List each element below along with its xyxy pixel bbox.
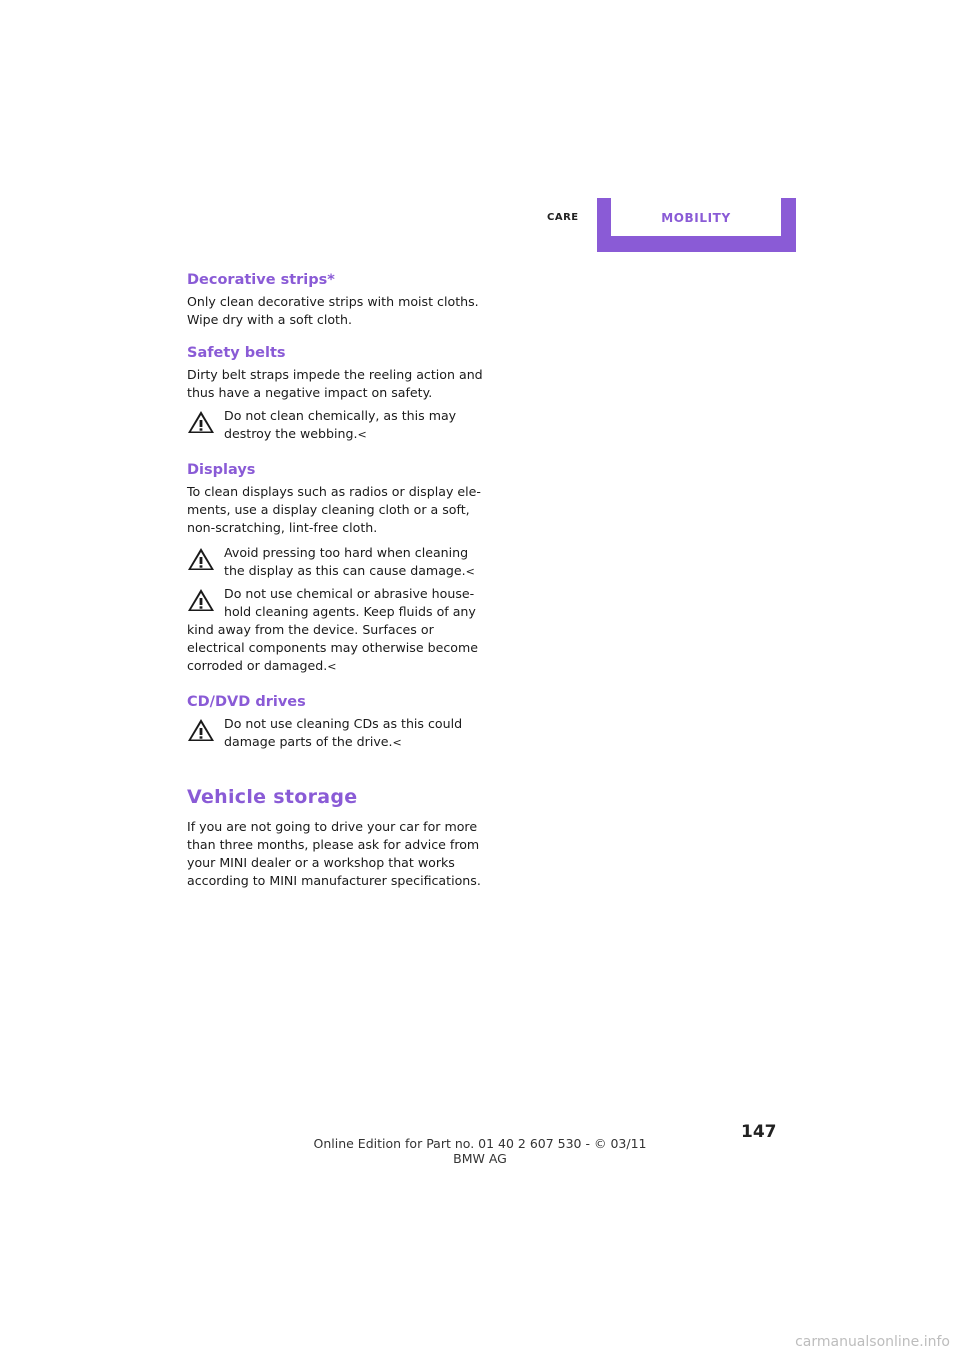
cd-dvd-warning bbox=[187, 715, 483, 752]
watermark: carmanualsonline.info bbox=[795, 1334, 950, 1350]
warning-triangle-icon bbox=[187, 588, 215, 612]
end-mark: < bbox=[392, 736, 402, 749]
chapter-tab-label: MOBILITY bbox=[661, 211, 731, 225]
displays-heading: Displays bbox=[187, 462, 256, 478]
section-vehicle-storage bbox=[187, 786, 483, 890]
chapter-tab-inner bbox=[611, 198, 781, 236]
displays-warning-1-text: Avoid pressing too hard when cleaning the display as this can cause damage. bbox=[224, 545, 469, 578]
safety-belts-warning-text: Do not clean chemically, as this may destroy the webbing. bbox=[224, 408, 457, 441]
safety-belts-warning bbox=[187, 407, 483, 444]
warning-triangle-icon bbox=[187, 410, 215, 434]
safety-belts-heading: Safety belts bbox=[187, 345, 286, 361]
section-decorative-strips bbox=[187, 272, 483, 329]
chapter-tab bbox=[597, 198, 796, 252]
warning-triangle-icon bbox=[187, 718, 215, 742]
decorative-strips-text: Only clean decorative strips with moist cloths. Wipe dry with a soft cloth. bbox=[187, 294, 479, 327]
cd-dvd-warning-text: Do not use cleaning CDs as this could damage parts of the drive. bbox=[224, 716, 463, 749]
displays-text: To clean displays such as radios or display ele-ments, use a display cleaning cloth or a soft, non-scratching, lint-free cloth. bbox=[187, 484, 481, 535]
cd-dvd-heading: CD/DVD drives bbox=[187, 694, 306, 710]
displays-warning-2 bbox=[187, 585, 483, 676]
vehicle-storage-heading: Vehicle storage bbox=[187, 786, 358, 808]
warning-triangle-icon bbox=[187, 547, 215, 571]
vehicle-storage-text: If you are not going to drive your car for more than three months, please ask for advice from your MINI dealer or a workshop that works according to MINI manufacturer specifications. bbox=[187, 819, 481, 888]
section-displays bbox=[187, 462, 483, 676]
end-mark: < bbox=[465, 565, 475, 578]
displays-warning-1 bbox=[187, 544, 483, 581]
page-content bbox=[187, 272, 483, 906]
footer-edition: Online Edition for Part no. 01 40 2 607 530 - © 03/11 BMW AG bbox=[313, 1136, 647, 1166]
safety-belts-text: Dirty belt straps impede the reeling action and thus have a negative impact on safety. bbox=[187, 367, 483, 400]
section-safety-belts bbox=[187, 345, 483, 444]
displays-warning-2-rest: kind away from the device. Surfaces or electrical components may otherwise become corroded or damaged. bbox=[187, 622, 478, 673]
section-cd-dvd-drives bbox=[187, 694, 483, 752]
end-mark: < bbox=[327, 660, 337, 673]
decorative-strips-heading: Decorative strips* bbox=[187, 272, 335, 288]
page-number: 147 bbox=[741, 1122, 777, 1142]
section-label: CARE bbox=[547, 212, 579, 223]
end-mark: < bbox=[357, 428, 367, 441]
displays-warning-2-first: Do not use chemical or abrasive house-hold cleaning agents. Keep fluids of any bbox=[224, 586, 476, 619]
